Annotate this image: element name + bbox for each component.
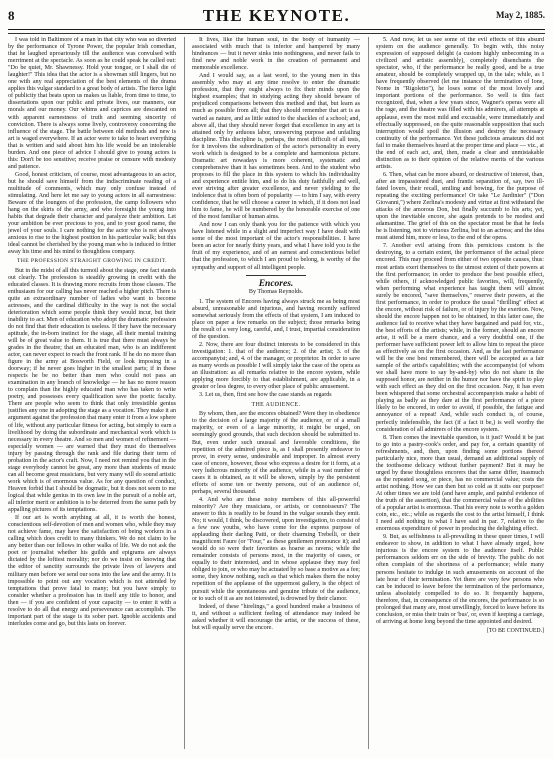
issue-date: May 2, 1885.: [496, 10, 545, 20]
paragraph: And now I can only thank you for the patience with which you have listened while in a slight and imperfect way I have dealt with some of the most important of the actor's responsibilities. I have been an actor for nearly thirty years, and what I have told you is the fruit of my experience, and of an earnest and conscientious belief that the profession, to which I am proud to belong, is worthy of the sympathy and support of all intelligent people.: [192, 222, 360, 271]
page-title: THE KEYNOTE.: [202, 6, 351, 25]
article-separator: [246, 275, 306, 276]
paragraph: If our art is worth anything at all, it is worth the honest, conscientious self-devotion of men and women who, while they may not achieve fame, may have the satisfaction of being workers in a calling which does credit to many thinkers. We do not claim to be any better than our fellows in other walks of life. We do not ask the poet or journalist whether his guilds and epigrams are always dictated by the loftiest morality; nor do we insist on knowing that the editor of sanctity surrounds the private lives of lawyers and military men before we send our sons into the law and the army. It is impossible to point out any vocation which is not attended by temptations that prove fatal to many; but you have simply to consider whether a profession has in itself any title to honor, and then — if you are confident of your capacity — to enter it with a resolve to do all that energy and perseverance can accomplish. The important part of the stage is its sober part. Ignoble accidents and interludes come and go, but this lasts on forever.: [8, 515, 176, 627]
paragraph: 1. The system of Encores having always struck me as being most absurd, unreasonable and injurious, and having recently suffered somewhat seriously from the effects of that system, I am induced to place on paper a few remarks on the subject; those remarks being the result of a very long, careful, and, I trust, impartial consideration of the question.: [192, 298, 360, 340]
page-number: 8: [8, 8, 15, 23]
paragraph: 2. Now, there are four distinct interests to be considered in this investigation: 1. that of the audience; 2. of the artist; 3. of the accompanyist; and, 4. of the manager, or proprietor. In order to save as many words as possible I will simply take the case of the opera as an illustration: as all remarks relative to the encore system, while applying more forcibly to that establishment, are applicable, in a greater or less degree, to every other place of public amusement.: [192, 341, 360, 391]
header-rule-thin: [8, 33, 545, 34]
column-2: [192, 37, 360, 749]
paragraph: By whom, then, are the encores obtained? Were they in obedience to the decision of a large majority of the audience, or of a small majority, or even of a large minority, it might be urged, on seemingly good grounds, that such decision should be submitted to. But, even under such unusual and favorable conditions, the repetition of the admired piece is, as I shall presently endeavor to prove, in every sense, undesirable and improper. In almost every case of encore, however, those who express a desire for it form, at a very ludicrous minority of the audience, while in a vast number of cases it is obtained, as it will be shown, simply by the persistent efforts of some ten or twenty persons, out of an audience of, perhaps, several thousand.: [192, 411, 360, 495]
section-heading: THE AUDIENCE.: [251, 402, 301, 409]
paragraph: Good, honest criticism, of course, most advantageous to an actor, but he should save himself from the indiscriminate reading of a multitude of comments, which may only confuse instead of stimulating. And here let me say to young actors in all earnestness: Beware of the loungers of the profession, the camp followers who hang on the skirts of the army, and who foresight the young into habits that degrade their character and paralyze their ambition. Let your ambition be ever precious to you, and to your good name, the jewel of your souls. I care nothing for the actor who is not always anxious to rise to the highest position in his particular walk; but this ideal cannot be cherished by the young man who is induced to fritter away his time and his mind to thoughtless company.: [8, 171, 176, 256]
masthead: [8, 6, 545, 28]
paragraph: It lives, like the human soul, in the body of humanity — associated with much that is inferior and hampered by many hindrances — but it never sinks into nothingness, and never fails to find new and noble work in the creation of permanent and memorable excellence.: [192, 37, 360, 72]
paragraph: 8. Then comes the inevitable question, is it just? Would it be just to go into a pastry-cook's order, and pay for, a certain quantity of refreshments, and, then, upon finding some portions thereof particularly nice, more than usual, demand an additional supply of the toothsome delicacy without further payment? But it may be urged by these thoughtless encorers that the same differ, inasmuch as the repeated song, or piece, has no commercial value; costs the artist nothing. How we can then but so cold as it suits our purpose! At other times we are told (and have ample, and painful evidence of the truth of the assertion), that the commercial value of the abilities of a popular artist is enormous. That his every note is worth a golden coin, etc., etc.; while as regards the cost to the artist himself, I think I need add nothing to what I have said in par. 7, relative to the enormous expenditure of power in producing the delighting effect.: [376, 434, 544, 533]
article-author: By Thomas Reynolds.: [248, 288, 304, 295]
header-rule-thick: [8, 29, 545, 30]
paragraph: But in the midst of all this turmoil about the stage, one fact stands out clearly. The profession is steadily growing in credit with the educated classes. It is drawing more recruits from those classes. The enthusiasm for our calling has never reached a higher pitch. There is quite an extraordinary number of ladies who want to become actresses, and the cardinal difficulty in the way is not the social deterioration which some people think they would incur, but their inability to act. Men of education who adopt the dramatic profession do not find that their education is useless. If they have the necessary aptitude, the in-born instinct for the stage, all their mental training will be of great value to them. It is true that there must always be grades in the theatre; that an educated man, who is an indifferent actor, can never expect to reach the front rank. If he do no more than figure in the army at Bosworth Field, or look imposing in a doorway; if he never goes higher in the smallest parts; if in these respects he be no better than men who could not pass an examination in any branch of knowledge — he has no more reason to complain than the highly educated man who has taken to write poetry, and possesses every qualification save the poetic faculty. There are people who seem to think that only irresistible genius justifies any one in adopting the stage as a vocation. They make it an argument against the profession that many enter it from a low sphere of life, without any particular fitness for acting, but simply to earn a livelihood by doing the subordinate and mechanical work which is necessary in every theatre. And so men and women of refinement — especially women — are warned that they must do themselves injury by passing through the rank and file during their term of probation in the actor's craft. Now, I need not remind you that in the stage everybody cannot be great, any more than students of music can all become great musicians, but very many will do sound artistic work which is of enormous value. As for any question of conduct, Heaven forbid that I should be dogmatic, but it does not seem to me logical that while genius in its own law in the pursuit of a noble art, all inferior merit or ambition is to be deterred from the same path by appalling pictures of its temptations.: [8, 267, 176, 514]
section-heading: THE PROFESSION STRAIGHT GROWING IN CREDIT.: [17, 258, 167, 265]
continued-note: [TO BE CONTINUED.]: [486, 627, 544, 634]
columns: [8, 37, 545, 749]
paragraph: 4. And who are these noisy members of this all-powerful minority? Are they musicians, or artists, or connoisseurs? The answer to this is readily to be found in the vulgar sounds they emit. No; it would, I think, be discovered, upon investigation, to consist of a few raw youths, who have come for the express purpose of applauding their darling Patti, or their charming Trebelli, or their magnificent Faure (or "Four," as these gentlemen pronounce it); and would do so were their favorites as hoarse as ravens; while the remainder consists of persons most, in the majority of cases, or equally to their interested, and in whose applause they may feel obliged to join, or who may be actuated by so base a motive as a fee; some, they know nothing, such as that which makes them the noisy repetition of the applause of the uppermost gallery, is the object of pursuit while the spontaneous and genuine tribute of the audience, or to such of it as are not interested, is drowned by their clamor.: [192, 496, 360, 602]
paragraph: 3. Let us, then, first see how the case stands as regards: [199, 392, 332, 399]
paragraph: 7. Another evil arising from this pernicious custom is the destroying, to a certain extent, the performance of the actual piece encored. This may proceed from either of two opposite causes, thus: most artists exert themselves to the utmost extent of their powers at the first performance; in order to produce the best possible effect, while others, if acknowledged public favorites, will, frequently, when performing what experience has taught them will almost surely be encored, "save themselves," reserve their powers, at the first performance, in order to produce the usual "thrilling" effect at the encore, without risk of failure, or of injury by the exertion. Now, should the encore happen not to be obtained, in this latter case, the audience fail to receive what they have bargained and paid for, viz., the best efforts of the artists; while, in the former, should an encore arise, it will be a mere chance, and a very doubtful one, if the performer have sufficient power left to allow him to repeat the piece as effectively as on the first occasion. And, as the last performance will be the one best remembered, there will be accepted as a fair sample of the artist's capabilities; with the accompanyist (of whom we shall have more to say by-and-by) who do not share in the supposed honor, are neither in the humor nor have the spirit to play with such effect as they did on the first occasion. Nay, it has even been whispered that some orchestral accompanyists make a habit of playing as badly as they dare at the first performance of a piece likely to be encored, in order to avoid, if possible, the fatigue and annoyance of a repeat! And, while such conduct is, of course, perfectly indefensible, the fact (if a fact it be,) is well worthy the consideration of all admirers of the encore system.: [376, 243, 544, 433]
paragraph: I was told in Baltimore of a man in that city who was so diverted by the performance of Tyrone Power, the popular Irish comedian, that he laughed uproariously till the audience was convulsed with merriment at the spectacle. As soon as he could speak he called out: "Do be quiet, Mr. Shawnessy. Hold your tongue, or I shall die of laughter!" This idea that the actor is a showman still lingers, but no one with any real appreciation of the best elements of the drama applies this vulgar standard to a great body of artists. The fierce light of publicity that beats upon us makes us liable, from time to time, to dissertations upon our public and private lives, our manners, our morals and our money. Our whims and caprices are descanted on with apparent earnestness of truth and seeming sincerity of conviction. There is always some lively, controversy concerning the influence of the stage. The battle between old methods and new is art is waged everywhere. If an actor were to take to heart everything that is written and said about him his life would be an intolerable burden. And one piece of advice I should give to young actors is this: Don't be too sensitive; receive praise or censure with modesty and patience.: [8, 37, 176, 170]
column-3: [376, 37, 544, 749]
page: [8, 0, 545, 751]
paragraph: And I would say, as a last word, to the young men in this assembly who may at any time resolve to enter the dramatic profession, that they ought always to fix their minds upon the highest examples; that in studying acting they should beware of prejudiced comparisons between this method and that, but learn as much as possible from all; that they should remember that art is as varied as nature, and as little suited to the shackles of a school; and, above all, that they should never forget that excellence in any art is attained only by arduous labor, unswerving purpose and unfailing discipline. This discipline is, perhaps, the most difficult of all tests, for it involves the subordination of the actor's personality in every work which is designed to be a complete and harmonious picture. Dramatic art nowadays is more coherent, systematic and comprehensive than it has sometimes been. And to the student who proposes to fill the place in this system to which his individuality and experience entitle him, and to do his duty faithfully and well, ever striving after greater excellence, and never yielding to the indolence that is often born of popularity — to him I say, with every confidence, that he will choose a career in which, if it does not lead him to fame, he will be numbered by the honorable exercise of one of the most familiar of human aims.: [192, 73, 360, 221]
paragraph: 9. But, as selfishness is all-prevailing in these queer times, I will endeavor to show, in addition to what I have already urged, how injurious is the encore system to the audience itself. Public performances seldom err on the side of brevity. The public do not often complain of the shortness of a performance; while many persons hesitate to indulge in such amusements on account of the late hour of their termination. Yet there are very few persons who can be induced to leave before the termination of the performance, unless absolutely compelled to do so. It frequently happens, therefore, that, in consequence of the encores, the performance is so prolonged that many are, most unwillingly, forced to leave before its conclusion, or miss their train or 'bus', or, even if keeping a carriage, of arriving at home long beyond the time appointed and desired.: [376, 534, 544, 625]
paragraph: Indeed, of these "hirelings," a good hundred make a business of it, and without a sufficient feeling of attendance may indeed be asked whether it will encourage the artist, or the success of these, but will equally serve the encore.: [192, 603, 360, 631]
column-1: [8, 37, 176, 749]
paragraph: 5. And now, let us see some of the evil effects of this absurd system on the audience generally. To begin with, this noisy expression of supposed delight (a custom highly unbecoming in a civilized and artistic assembly), completely disenchants the spectator, who, if the performance be really good, and be a true amateur, should be completely wrapped up, in the tale; while, as I have frequently observed (let me instance the termination of Ione, Nome in "Rigoletto"), he loses some of the most lovely and important portions of the performance. So well is this fact recognized, that, when a few years since, Wagner's operas were all the rage, and the theatre was filled with his admirers, all attempts at applause, even the most mild and excusable, were immediately and effectually suppressed, on the quite reasonable supposition that such interruption would spoil the illusion and destroy the necessary continuity of the performance. Yet these judicious amateurs did not fail to make themselves heard at the proper time and place — viz., at the end of each act, and, then, made a clear and unmistakable distinction as to their opinion of the relative merits of the various artists.: [376, 37, 544, 170]
article-title: Encores.: [258, 278, 294, 289]
paragraph: 6. Then, what can be more absurd, or destructive of interest, than, after an impassioned duet, and frantic separation of, say, two ill-fated lovers, their recall, smiling and bowing, for the purpose of repeating the exciting performance! Or take "Le Jardinier" ("Don Giovanni,") where Zerlina's modesty and virtue at first withstand the attacks of the amorous Don, but finally succumb to his arts; yet, upon the inevitable encore, she again pretends to be modest and adamantine. The grief of this on the spectator must be that he feels he is listening, not to virtuous Zerlina, but to an actress; and the idea must attend him, more or less, to the end of the opera.: [376, 171, 544, 242]
